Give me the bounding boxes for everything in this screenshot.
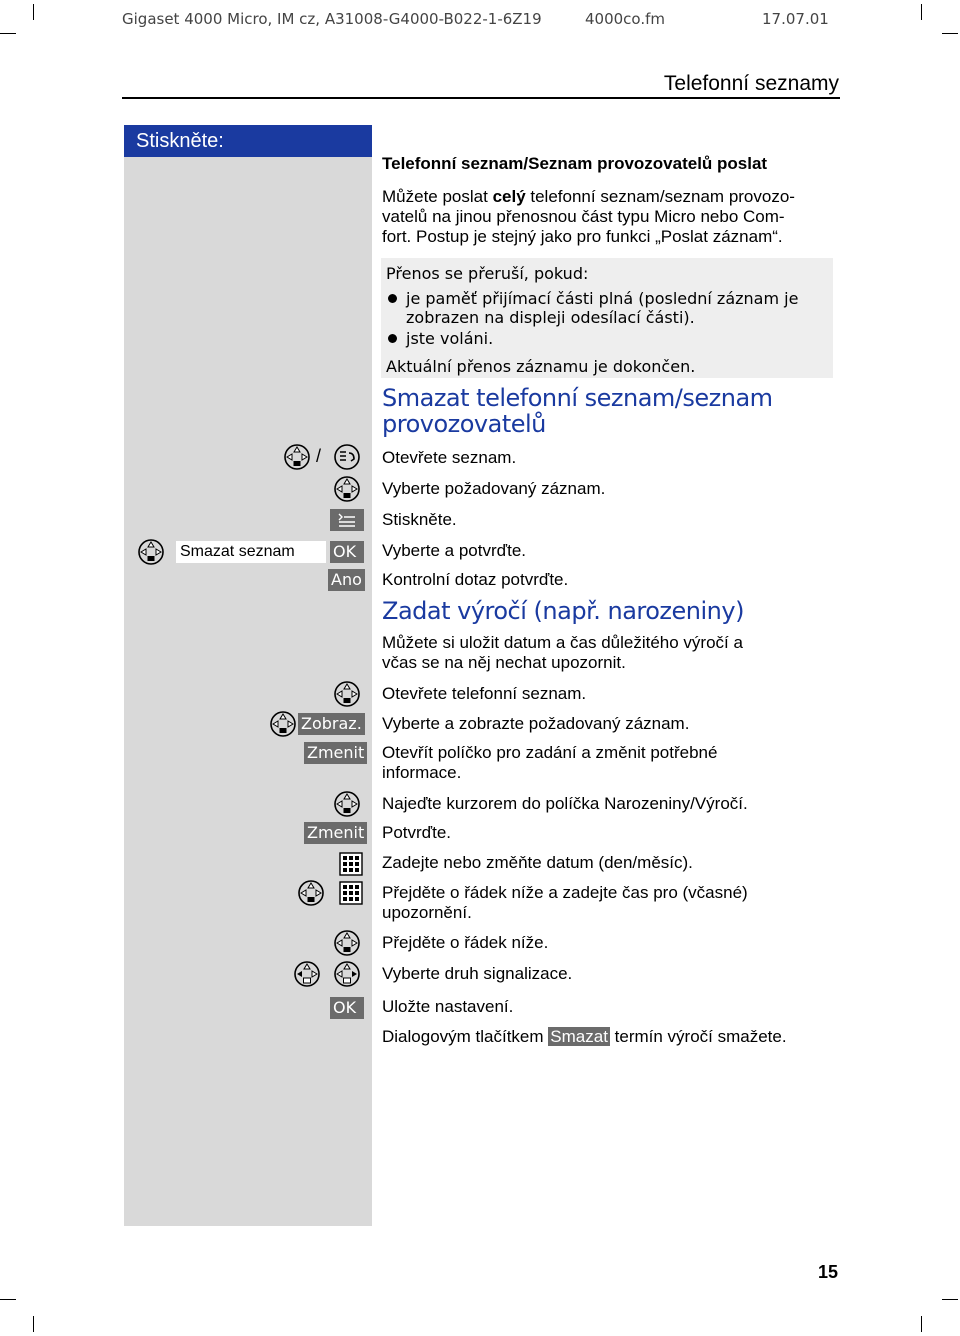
anniversary-step: Přejděte o řádek níže.: [382, 933, 549, 952]
delete-step: Vyberte a potvrďte.: [382, 541, 527, 560]
crop-mark: [0, 1299, 16, 1300]
change-key[interactable]: Zmenit: [304, 822, 367, 844]
show-key[interactable]: Zobraz.: [298, 713, 365, 735]
anniversary-step: Vyberte a zobrazte požadovaný záznam.: [382, 714, 690, 733]
anniversary-step: Otevřít políčko pro zadání a změnit potřebné: [382, 743, 718, 762]
crop-mark: [33, 1316, 34, 1332]
delete-heading: Smazat telefonní seznam/seznam: [382, 384, 773, 412]
ok-key[interactable]: OK: [330, 541, 364, 563]
anniversary-intro: Můžete si uložit datum a čas důležitého výročí a: [382, 633, 743, 652]
send-paragraph-line: fort. Postup je stejný jako pro funkci „Poslat záznam“.: [382, 227, 783, 246]
ok-key[interactable]: OK: [330, 997, 364, 1019]
nav-key-icon[interactable]: [270, 711, 296, 737]
section-title: Telefonní seznamy: [663, 72, 839, 95]
crop-mark: [921, 1316, 922, 1332]
anniversary-step: Vyberte druh signalizace.: [382, 964, 573, 983]
nav-key-icon[interactable]: [294, 961, 320, 987]
send-text: Můžete poslat: [382, 187, 493, 206]
delete-step: Otevřete seznam.: [382, 448, 517, 467]
anniversary-final: [382, 1027, 787, 1047]
anniversary-step: informace.: [382, 763, 462, 782]
note-footer: Aktuální přenos záznamu je dokončen.: [386, 357, 696, 376]
anniversary-step: Otevřete telefonní seznam.: [382, 684, 587, 703]
header-rule: [122, 97, 840, 99]
note-intro: Přenos se přeruší, pokud:: [386, 264, 589, 283]
note-bullet-line: je paměť přijímací části plná (poslední záznam je: [406, 289, 799, 308]
bullet-icon: [388, 334, 397, 343]
keypad-icon[interactable]: [338, 852, 364, 876]
key-column: [124, 125, 372, 1226]
anniversary-intro: včas se na něj nechat upozornit.: [382, 653, 626, 672]
send-text: telefonní seznam/seznam provozo-: [525, 187, 795, 206]
anniversary-step: Přejděte o řádek níže a zadejte čas pro (včasné): [382, 883, 748, 902]
anniversary-step: upozornění.: [382, 903, 472, 922]
menu-item-delete-list[interactable]: Smazat seznam: [176, 541, 326, 563]
anniversary-step: Zadejte nebo změňte datum (den/měsíc).: [382, 853, 693, 872]
nav-key-icon[interactable]: [138, 539, 164, 565]
separator: /: [316, 446, 322, 466]
send-emphasis: celý: [492, 187, 526, 206]
press-label: Stiskněte:: [124, 125, 372, 157]
nav-key-icon[interactable]: [334, 476, 360, 502]
crop-mark: [0, 33, 16, 34]
delete-key[interactable]: Smazat: [550, 1027, 608, 1046]
anniversary-step: Potvrďte.: [382, 823, 452, 842]
crop-mark: [921, 4, 922, 20]
send-heading: Telefonní seznam/Seznam provozovatelů poslat: [382, 154, 768, 173]
header-date: 17.07.01: [762, 10, 829, 28]
delete-heading: provozovatelů: [382, 410, 546, 438]
nav-key-icon[interactable]: [334, 791, 360, 817]
bullet-icon: [388, 294, 397, 303]
crop-mark: [942, 1299, 958, 1300]
anniversary-heading: Zadat výročí (např. narozeniny): [382, 597, 744, 625]
nav-key-icon[interactable]: [334, 961, 360, 987]
menu-key-icon[interactable]: [330, 509, 364, 531]
nav-key-icon[interactable]: [334, 930, 360, 956]
crop-mark: [942, 33, 958, 34]
nav-key-icon[interactable]: [334, 681, 360, 707]
keypad-icon[interactable]: [338, 881, 364, 905]
anniversary-step: Uložte nastavení.: [382, 997, 514, 1016]
phonebook-key-icon[interactable]: [334, 444, 360, 470]
delete-step: Kontrolní dotaz potvrďte.: [382, 570, 569, 589]
change-key[interactable]: Zmenit: [304, 742, 367, 764]
final-text: termín výročí smažete.: [609, 1027, 787, 1046]
note-bullet-line: zobrazen na displeji odesílací části).: [406, 308, 695, 327]
nav-key-icon[interactable]: [298, 880, 324, 906]
header-file-name: 4000co.fm: [585, 10, 665, 28]
note-bullet-line: jste voláni.: [406, 329, 494, 348]
anniversary-step: Najeďte kurzorem do políčka Narozeniny/Výročí.: [382, 794, 748, 813]
crop-mark: [33, 4, 34, 20]
yes-key[interactable]: Ano: [328, 569, 365, 591]
send-paragraph-line: vatelů na jinou přenosnou část typu Micro nebo Com-: [382, 207, 785, 226]
header-document-id: Gigaset 4000 Micro, IM cz, A31008-G4000-B022-1-6Z19: [122, 10, 542, 28]
delete-step: Vyberte požadovaný záznam.: [382, 479, 606, 498]
final-text: Dialogovým tlačítkem: [382, 1027, 549, 1046]
nav-key-icon[interactable]: [284, 444, 310, 470]
send-paragraph-line: [382, 187, 795, 207]
delete-step: Stiskněte.: [382, 510, 457, 529]
page-number: 15: [818, 1262, 839, 1282]
